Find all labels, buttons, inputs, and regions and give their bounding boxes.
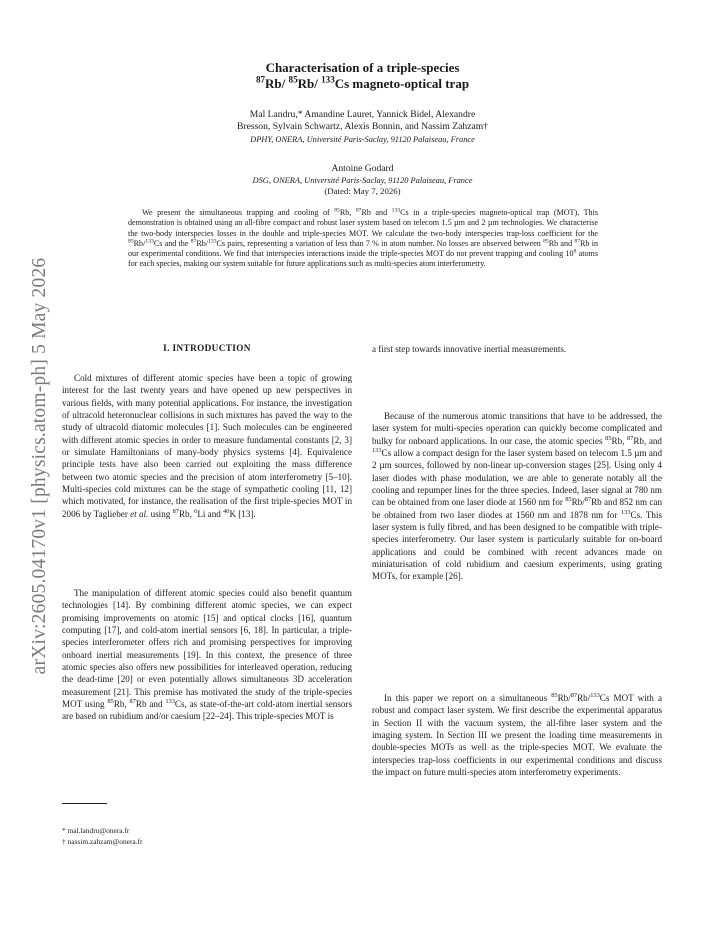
footnote-email-landru: * mal.landru@onera.fr (62, 826, 130, 835)
authors-line-2: Bresson, Sylvain Schwartz, Alexis Bonnin, and Nassim Zahzam† (236, 121, 488, 133)
affiliation-2: DSG, ONERA, Université Paris-Saclay, 91120 Palaiseau, France (252, 176, 473, 186)
intro-paragraph-2: The manipulation of different atomic species could also benefit quantum technologies [14]. By combining different atomic species, we can expect promising improvements on atomic [15] and optical clocks [16], quantum computing [17], and cold-atom inertial sensors [6, 18]. In particular, a triple-species interferometer offers rich and promising perspectives for improving onboard inertial measurements [19]. In this context, the presence of three atomic species also offers new possibilities for interleaved operation, reducing the dead-time [20] or even potentially allows simultaneous 3D acceleration measurement [21]. This premise has motivated the study of the triple-species MOT using $^{85}$Rb, $^{87}$Rb and $^{133}$Cs, as state-of-the-art cold-atom inertial sensors are based on rubidium and/or caesium [22–24]. This triple-species MOT is (62, 588, 352, 722)
title-line-1: Characterisation of a triple-species (265, 60, 460, 75)
section-heading-introduction: I. INTRODUCTION (163, 343, 251, 353)
footnote-email-zahzam: † nassim.zahzam@onera.fr (62, 836, 143, 846)
author-block-2 (145, 163, 580, 197)
footnote-rule (62, 803, 107, 804)
authors-line-1: Mal Landru,* Amandine Lauret, Yannick Bidel, Alexandre (249, 109, 476, 120)
dated: (Dated: May 7, 2026) (324, 186, 401, 197)
intro-paragraph-continued: a first step towards innovative inertial measurements. (372, 344, 567, 354)
author-godard: Antoine Godard (331, 163, 394, 174)
author-block (145, 109, 580, 145)
intro-paragraph-4: In this paper we report on a simultaneous $^{85}$Rb/$^{87}$Rb/$^{133}$Cs MOT with a robust and compact laser system. We first describe the experimental apparatus in Section II with the vacuum system, the all-fibre laser system and the imaging system. In Section III we present the loading time measurements in double-species MOTs as well as the triple-species MOT. We evaluate the interspecies trap-loss coefficients in our experimental conditions and discuss the impact on future multi-species atom interferometry experiments. (372, 691, 662, 778)
paper-title (145, 60, 580, 91)
footnotes (62, 826, 142, 847)
arxiv-stamp: arXiv:2605.04170v1 [physics.atom-ph] 5 May 2026 (29, 257, 50, 675)
title-line-2: $^{87}$Rb/ $^{85}$Rb/ $^{133}$Cs magneto-optical trap (255, 74, 470, 91)
intro-paragraph-3: Because of the numerous atomic transitions that have to be addressed, the laser system for multi-species operation can quickly become complicated and bulky for onboard applications. In our case, the atomic species $^{85}$Rb, $^{87}$Rb, and $^{133}$Cs allow a compact design for the laser system based on telecom 1.5 µm and 2 µm sources, followed by non-linear up-conversion stages [25]. Using only 4 laser diodes with phase modulation, we are able to generate notably all the cooling and repumper lines for the three species. Indeed, laser signal at 780 nm can be obtained from one laser diode at 1560 nm for $^{85}$Rb/$^{87}$Rb and 852 nm can be obtained from two laser diodes at 1560 nm and 1878 nm for $^{133}$Cs. This laser system is fully fibred, and has been designed to be compatible with triple-species interferometry. Our laser system is particularly suitable for on-board applications and could be combined with recent advances made on miniaturisation of cold rubidium and caesium experiments, using grating MOTs, for example [26]. (372, 411, 663, 582)
abstract: We present the simultaneous trapping and cooling of $^{85}$Rb, $^{87}$Rb and $^{133}$Cs in a triple-species magneto-optical trap (MOT). This demonstration is obtained using an all-fibre compact and robust laser system based on telecom 1.5 µm and 2 µm technologies. We characterise the two-body interspecies losses in the double and triple-species MOT. We calculate the two-body interspecies trap-loss coefficient for the $^{85}$Rb/$^{133}$Cs and the $^{87}$Rb/$^{133}$Cs pairs, representing a variation of less than 7 % in atom number. No losses are observed between $^{85}$Rb and $^{87}$Rb in our experimental conditions. We find that interspecies interactions inside the triple-species MOT do not prevent trapping and cooling $10^8$ atoms for each species, making our system suitable for future applications such as multi-species atom interferometry. (128, 207, 598, 269)
intro-paragraph-1: Cold mixtures of different atomic species have been a topic of growing interest for the last twenty years and have opened up new perspectives in various fields, with many potential applications. For instance, the investigation of ultracold heteronuclear collisions in such mixtures has paved the way to the study of ultracold diatomic molecules [1]. Such molecules can be engineered with different atomic species in order to measure fundamental constants [2, 3] or simulate Hamiltonians of many-body physics systems [4]. Equivalence principle tests have also been carried out exploiting the mass difference between two atomic species and the precision of atom interferometry [5–10]. Multi-species cold mixtures can be the stage of sympathetic cooling [11, 12] which motivated, for instance, the realisation of the first triple-species MOT in 2006 by Taglieber et al. using $^{87}$Rb, $^6$Li and $^{40}$K [13]. (62, 373, 352, 519)
affiliation-1: DPHY, ONERA, Université Paris-Saclay, 91120 Palaiseau, France (250, 134, 475, 144)
